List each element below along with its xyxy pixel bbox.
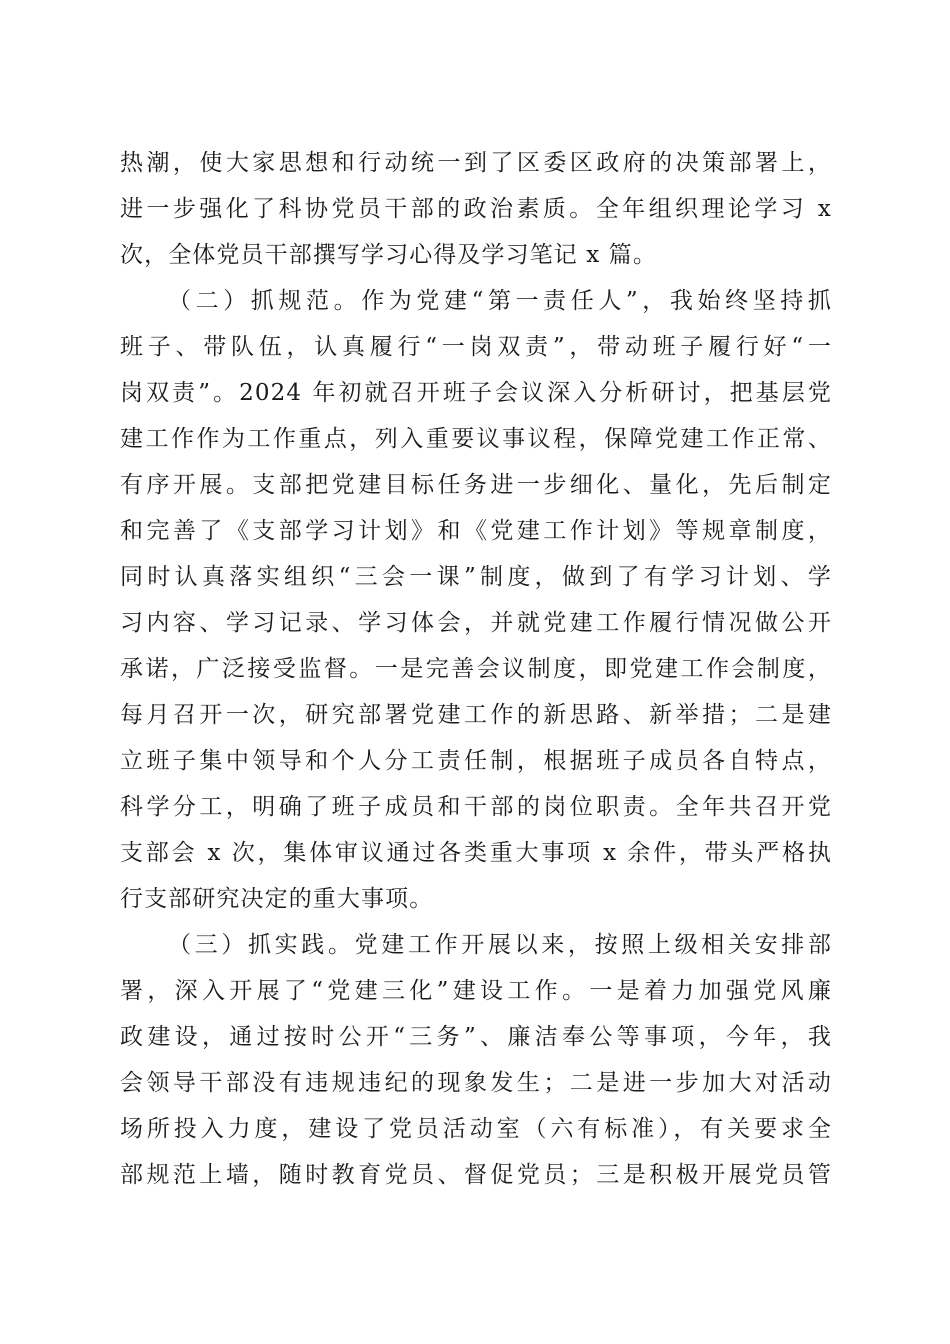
text-line: 次，全体党员干部撰写学习心得及学习笔记 x 篇。 (120, 242, 657, 268)
text-line: 政建设，通过按时公开“三务”、廉洁奉公等事项，今年，我 (120, 1024, 832, 1050)
text-line: 署，深入开展了“党建三化”建设工作。一是着力加强党风廉 (120, 978, 832, 1004)
text-line: 同时认真落实组织“三会一课”制度，做到了有学习计划、学 (120, 564, 832, 590)
text-line: 场所投入力度，建设了党员活动室（六有标准），有关要求全 (120, 1116, 832, 1142)
text-line: 每月召开一次，研究部署党建工作的新思路、新举措；二是建 (120, 702, 832, 728)
text-line: 立班子集中领导和个人分工责任制，根据班子成员各自特点， (120, 748, 832, 774)
text-line: 和完善了《支部学习计划》和《党建工作计划》等规章制度， (120, 518, 832, 544)
text-line: 进一步强化了科协党员干部的政治素质。全年组织理论学习 x (120, 196, 832, 222)
text-line: 岗双责”。2024 年初就召开班子会议深入分析研讨，把基层党 (120, 380, 832, 406)
text-line: 有序开展。支部把党建目标任务进一步细化、量化，先后制定 (120, 472, 832, 498)
text-line: 承诺，广泛接受监督。一是完善会议制度，即党建工作会制度， (120, 656, 832, 682)
text-line: 习内容、学习记录、学习体会，并就党建工作履行情况做公开 (120, 610, 832, 636)
section-heading-line: （三）抓实践。党建工作开展以来，按照上级相关安排部 (168, 932, 832, 958)
text-line: 班子、带队伍，认真履行“一岗双责”，带动班子履行好“一 (120, 334, 832, 360)
text-line: 支部会 x 次，集体审议通过各类重大事项 x 余件，带头严格执 (120, 840, 832, 866)
section-heading-line: （二）抓规范。作为党建“第一责任人”，我始终坚持抓 (168, 288, 832, 314)
text-line: 建工作作为工作重点，列入重要议事议程，保障党建工作正常、 (120, 426, 832, 452)
text-line: 热潮，使大家思想和行动统一到了区委区政府的决策部署上， (120, 150, 832, 176)
text-line: 行支部研究决定的重大事项。 (120, 886, 434, 912)
text-line: 部规范上墙，随时教育党员、督促党员；三是积极开展党员管 (120, 1162, 832, 1188)
text-line: 会领导干部没有违规违纪的现象发生；二是进一步加大对活动 (120, 1070, 832, 1096)
text-line: 科学分工，明确了班子成员和干部的岗位职责。全年共召开党 (120, 794, 832, 820)
